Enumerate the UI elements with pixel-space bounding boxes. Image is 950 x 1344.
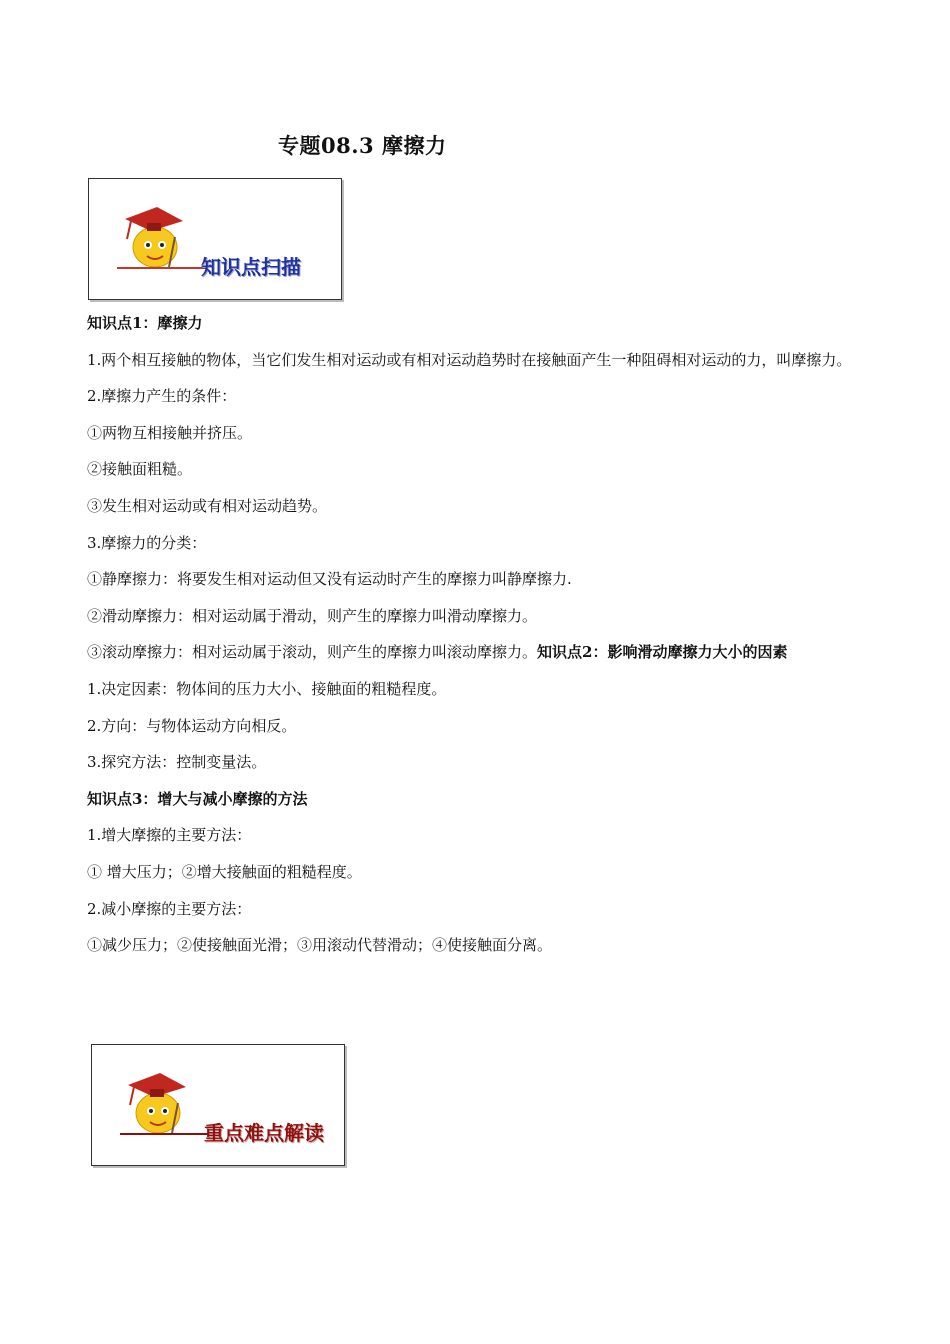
- paragraph: 2.摩擦力产生的条件：: [87, 387, 237, 406]
- page-title: 专题08.3 摩擦力: [278, 133, 447, 158]
- paragraph: ①静摩擦力：将要发生相对运动但又没有运动时产生的摩擦力叫静摩擦力.: [87, 570, 572, 589]
- banner-label: 知识点扫描: [201, 255, 301, 279]
- section-heading: 知识点1：摩擦力: [87, 314, 203, 332]
- paragraph: 1.两个相互接触的物体，当它们发生相对运动或有相对运动趋势时在接触面产生一种阻碍相对运动的力，叫摩擦力。: [87, 350, 852, 369]
- section-heading: 知识点2：影响滑动摩擦力大小的因素: [537, 643, 788, 662]
- banner-knowledge-scan: [88, 178, 342, 300]
- banner-key-points: [91, 1044, 345, 1166]
- paragraph: ③发生相对运动或有相对运动趋势。: [87, 496, 328, 515]
- paragraph: 3.探究方法：控制变量法。: [87, 753, 267, 772]
- graduate-mascot-icon: [117, 197, 187, 277]
- paragraph: ①两物互相接触并挤压。: [87, 423, 253, 442]
- paragraph-text: ③滚动摩擦力：相对运动属于滚动，则产生的摩擦力叫滚动摩擦力。: [87, 643, 538, 662]
- document-body: [87, 305, 872, 964]
- paragraph: ① 增大压力；②增大接触面的粗糙程度。: [87, 862, 362, 881]
- paragraph: 2.方向：与物体运动方向相反。: [87, 716, 297, 735]
- paragraph: [87, 634, 872, 671]
- paragraph: 3.摩擦力的分类：: [87, 533, 207, 552]
- paragraph: ②滑动摩擦力：相对运动属于滑动，则产生的摩擦力叫滑动摩擦力。: [87, 606, 538, 625]
- banner-label: 重点难点解读: [204, 1121, 324, 1145]
- section-heading: 知识点3：增大与减小摩擦的方法: [87, 789, 308, 808]
- paragraph: 1.增大摩擦的主要方法：: [87, 826, 252, 845]
- paragraph: 2.减小摩擦的主要方法：: [87, 899, 252, 918]
- paragraph: ②接触面粗糙。: [87, 460, 193, 479]
- paragraph: ①减少压力；②使接触面光滑；③用滚动代替滑动；④使接触面分离。: [87, 936, 553, 955]
- banner-underline: [120, 1133, 210, 1135]
- banner-underline: [117, 267, 207, 269]
- paragraph: 1.决定因素：物体间的压力大小、接触面的粗糙程度。: [87, 679, 447, 698]
- graduate-mascot-icon: [120, 1063, 190, 1143]
